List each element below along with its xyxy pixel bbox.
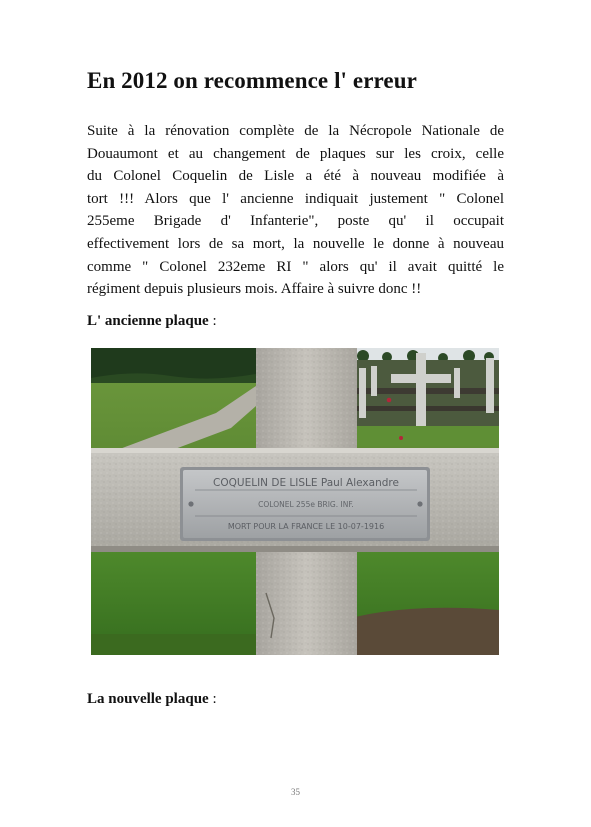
body-paragraph (87, 120, 504, 301)
paragraph-line: Douaumont et au changement de plaques sur les croix, celle (87, 145, 504, 162)
page-title: En 2012 on recommence l' erreur (87, 68, 417, 93)
paragraph-line: tort !!! Alors que l' ancienne indiquait justement " Colonel (87, 190, 504, 207)
old-plaque-label-suffix: : (208, 313, 217, 329)
plate-rank: COLONEL 255e BRIG. INF. (258, 500, 354, 509)
page-number: 35 (291, 787, 300, 797)
paragraph-line: 255eme Brigade d' Infanterie", poste qu' il occupait (87, 213, 504, 230)
paragraph-line: Suite à la rénovation complète de la Nécropole Nationale de (87, 123, 504, 139)
old-plaque-label (87, 313, 217, 330)
old-plaque-label-text: L' ancienne plaque (87, 313, 209, 329)
plate-name: COQUELIN DE LISLE Paul Alexandre (213, 477, 399, 489)
paragraph-line: régiment depuis plusieurs mois. Affaire à suivre donc !! (87, 281, 422, 298)
new-plaque-label-suffix: : (208, 691, 217, 707)
paragraph-line: du Colonel Coquelin de Lisle a été à nouveau modifiée à (87, 168, 504, 185)
plate-death: MORT POUR LA FRANCE LE 10-07-1916 (227, 522, 385, 531)
paragraph-line: effectivement lors de sa mort, la nouvelle le donne à nouveau (87, 235, 504, 252)
old-plaque-photo (91, 348, 499, 655)
new-plaque-label-text: La nouvelle plaque (87, 691, 209, 707)
paragraph-line: comme " Colonel 232eme RI " alors qu' il avait quitté le (87, 258, 504, 275)
new-plaque-label (87, 691, 217, 708)
